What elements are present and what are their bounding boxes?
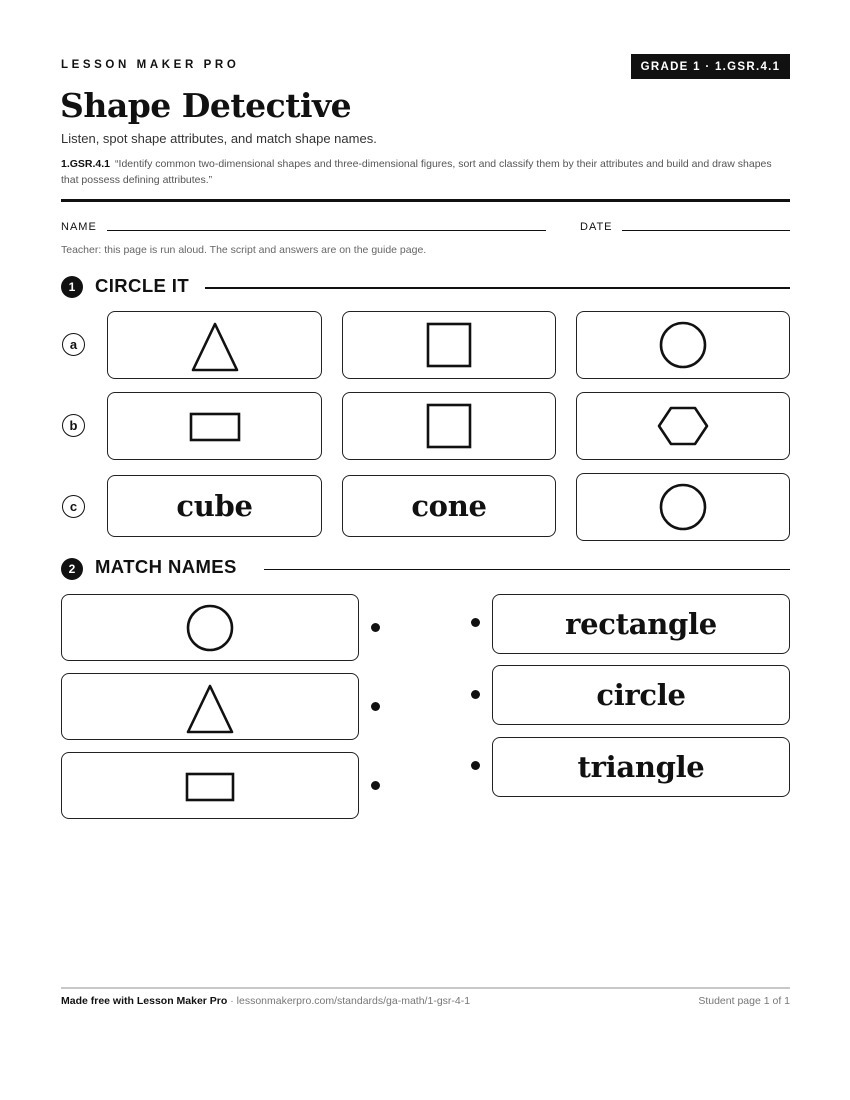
hexagon-icon	[653, 396, 713, 456]
match-dot-left-1[interactable]	[371, 623, 380, 632]
section-2-number: 2	[61, 558, 83, 580]
standard-text: “Identify common two-dimensional shapes and three-dimensional figures, sort and classify them by their attributes and build and draw shapes that possess defining attributes.”	[61, 158, 772, 186]
match-dot-right-2[interactable]	[471, 690, 480, 699]
section-2-rule	[264, 569, 790, 570]
standard-statement	[61, 156, 791, 188]
choice-card-a3[interactable]	[576, 311, 790, 379]
triangle-icon	[180, 677, 240, 737]
match-dot-right-3[interactable]	[471, 761, 480, 770]
footer-made-with: Made free with Lesson Maker Pro	[61, 995, 228, 1007]
section-1-number: 1	[61, 276, 83, 298]
choice-card-c1[interactable]	[107, 475, 322, 537]
choice-card-a2[interactable]	[342, 311, 556, 379]
name-label: NAME	[61, 221, 97, 233]
rectangle-icon	[180, 756, 240, 816]
word-rectangle: rectangle	[565, 607, 717, 641]
section-1-title: CIRCLE IT	[95, 275, 190, 296]
rectangle-icon	[185, 396, 245, 456]
word-circle: circle	[596, 678, 686, 712]
section-2-title: MATCH NAMES	[95, 556, 237, 577]
choice-card-c2[interactable]	[342, 475, 556, 537]
brand-name: LESSON MAKER PRO	[61, 59, 240, 71]
square-icon	[419, 315, 479, 375]
match-word-card-2[interactable]	[492, 665, 790, 725]
match-dot-left-2[interactable]	[371, 702, 380, 711]
teacher-note: Teacher: this page is run aloud. The script and answers are on the guide page.	[61, 244, 427, 256]
section-1-rule	[205, 287, 790, 289]
choice-card-a1[interactable]	[107, 311, 322, 379]
circle-icon	[653, 315, 713, 375]
match-shape-card-1[interactable]	[61, 594, 359, 661]
row-letter-a: a	[62, 333, 85, 356]
page-title: Shape Detective	[60, 86, 352, 125]
choice-card-b1[interactable]	[107, 392, 322, 460]
footer-page-number: Student page 1 of 1	[698, 995, 790, 1007]
choice-card-b3[interactable]	[576, 392, 790, 460]
match-shape-card-2[interactable]	[61, 673, 359, 740]
square-icon	[419, 396, 479, 456]
footer-url: · lessonmakerpro.com/standards/ga-math/1-gsr-4-1	[227, 995, 471, 1007]
header-divider	[61, 199, 790, 202]
date-field[interactable]	[622, 230, 790, 231]
date-label: DATE	[580, 221, 613, 233]
grade-badge: GRADE 1 · 1.GSR.4.1	[631, 54, 790, 79]
match-dot-left-3[interactable]	[371, 781, 380, 790]
row-letter-b: b	[62, 414, 85, 437]
match-word-card-1[interactable]	[492, 594, 790, 654]
circle-icon	[653, 477, 713, 537]
standard-code: 1.GSR.4.1	[61, 158, 111, 170]
match-word-card-3[interactable]	[492, 737, 790, 797]
triangle-icon	[185, 315, 245, 375]
match-shape-card-3[interactable]	[61, 752, 359, 819]
name-field[interactable]	[107, 230, 546, 231]
match-dot-right-1[interactable]	[471, 618, 480, 627]
word-cube: cube	[176, 489, 253, 523]
footer-credit	[61, 995, 470, 1007]
circle-icon	[180, 598, 240, 658]
page-subtitle: Listen, spot shape attributes, and match shape names.	[61, 131, 377, 146]
word-cone: cone	[411, 489, 487, 523]
row-letter-c: c	[62, 495, 85, 518]
choice-card-b2[interactable]	[342, 392, 556, 460]
choice-card-c3[interactable]	[576, 473, 790, 541]
word-triangle: triangle	[577, 750, 705, 784]
footer-divider	[61, 987, 790, 989]
